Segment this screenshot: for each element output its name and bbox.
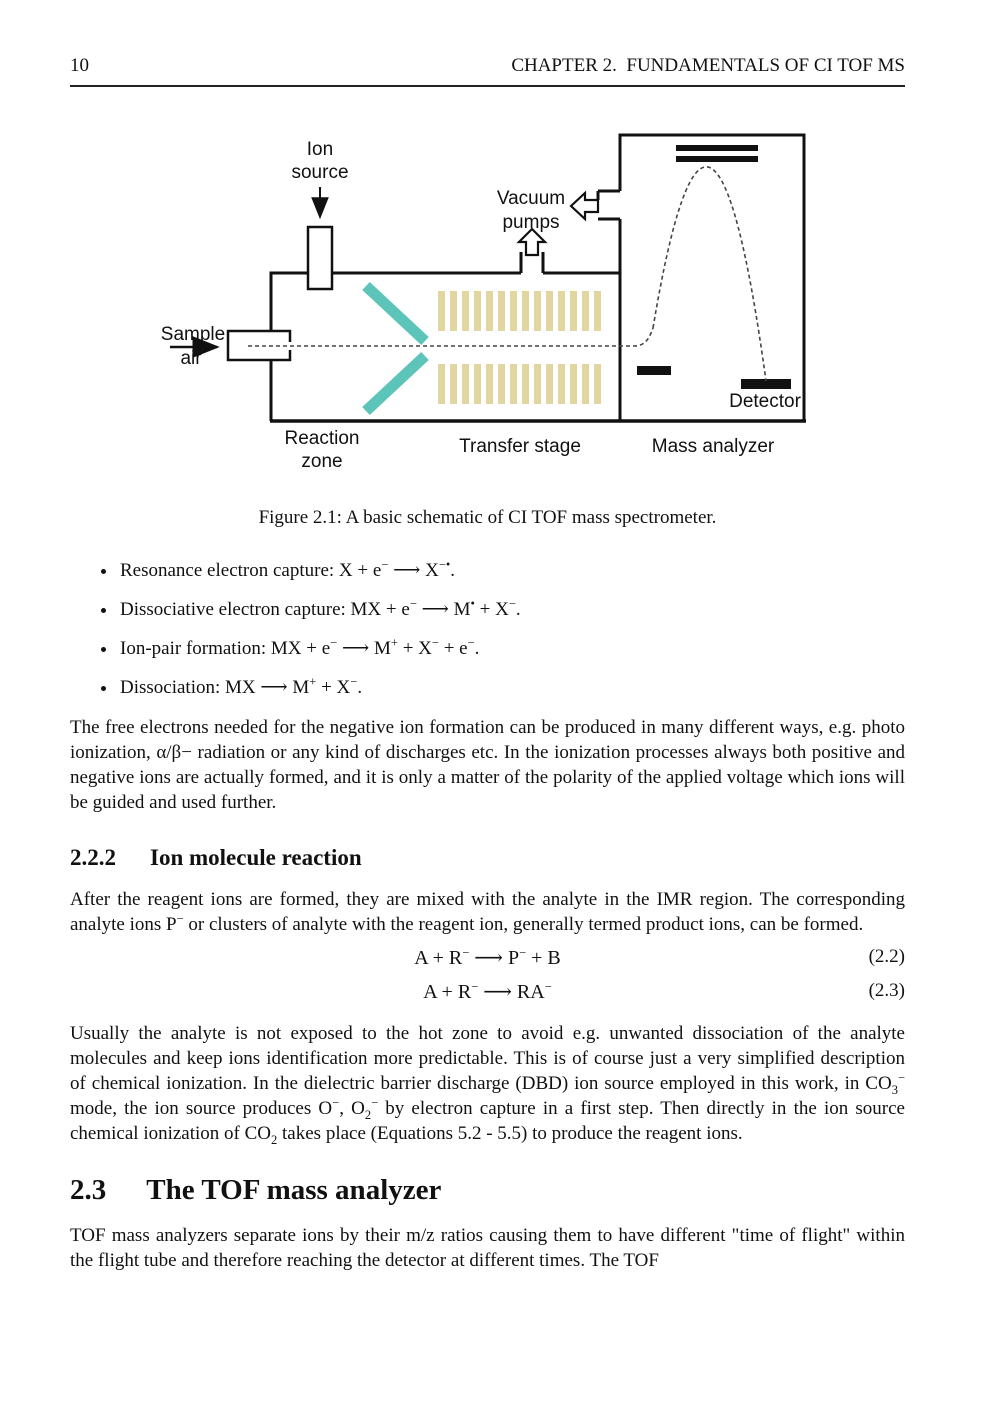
ion-funnel (366, 286, 425, 411)
paragraph-reagent-ions: After the reagent ions are formed, they are mixed with the analyte in the IMR region. The corresponding analyte ions P− or clusters of analyte with the reagent ion, generally termed product ions, can be formed. (70, 889, 905, 935)
schematic-canvas (140, 117, 830, 477)
vacuum-left-arrow-icon (571, 193, 598, 219)
sample-air-label-line2: air (180, 348, 202, 369)
mass-analyzer-label: Mass analyzer (651, 436, 775, 457)
ion-guide-electrode (582, 291, 589, 331)
ion-guide-electrode (570, 364, 577, 404)
list-item-resonance-capture: • Resonance electron capture: X + e− ⟶ X−•. (118, 559, 905, 582)
ion-guide-electrode (594, 291, 601, 331)
ion-guide-electrode (438, 291, 445, 331)
figure-caption: Figure 2.1: A basic schematic of CI TOF mass spectrometer. (258, 507, 717, 528)
ion-guide-electrode (498, 291, 505, 331)
ion-guide-electrode (534, 291, 541, 331)
paragraph-tof-intro: TOF mass analyzers separate ions by their m/z ratios causing them to have different "time of flight" within the flight tube and therefore reaching the detector at different times. The TOF (70, 1225, 905, 1271)
reflectron-plates (676, 145, 758, 162)
detector-label: Detector (729, 391, 801, 412)
reaction-list (70, 559, 905, 699)
pump-port-side (598, 191, 620, 219)
ion-guide-electrode (558, 364, 565, 404)
ion-guide-electrode (498, 364, 505, 404)
ion-guide-electrode (510, 291, 517, 331)
ion-guide-electrode (582, 364, 589, 404)
ion-guide-electrode (558, 291, 565, 331)
paragraph-analyte-hot-zone: Usually the analyte is not exposed to the hot zone to avoid e.g. unwanted dissociation of the analyte molecules and keep ions identification more predictable. This is of course just a very simplified description of chemical ionization. In the dielectric barrier discharge (DBD) ion source employed in this work, in $CO_3^-$ mode, the ion source produces O−, $O_2^-$ by electron capture in a first step. Then directly in the ion source chemical ionization of $CO_2$ takes place (Equations 5.2 - 5.5) to produce the reagent ions. (70, 1023, 905, 1147)
page-header (70, 55, 905, 87)
ion-guide-electrode (570, 291, 577, 331)
ion-source-label-line1: Ion (306, 139, 334, 160)
ion-guide-electrode (522, 291, 529, 331)
ion-guide-upper-row (438, 291, 601, 331)
equation-number: (2.3) (868, 980, 905, 1001)
ion-guide-electrode (462, 291, 469, 331)
section-heading-tof (70, 1174, 905, 1207)
mass-analyzer-outline (598, 135, 804, 421)
equation-2-3 (70, 979, 905, 1005)
equation-number: (2.2) (868, 946, 905, 967)
ion-guide-electrode (462, 364, 469, 404)
equation-body: A + R− ⟶ RA− (423, 979, 552, 1003)
ion-guide-electrode (510, 364, 517, 404)
pulser-plate (637, 366, 671, 375)
paragraph-free-electrons: The free electrons needed for the negative ion formation can be produced in many different ways, e.g. photo ionization, α/β− radiation or any kind of discharges etc. In the ionization processes always both positive and negative ions are actually formed, and it is only a matter of the polarity of the applied voltage which ions will be guided and used further. (70, 717, 905, 813)
list-item-dissociation: • Dissociation: MX ⟶ M+ + X−. (118, 676, 905, 699)
ion-guide-electrode (486, 364, 493, 404)
ion-guide-electrode (546, 291, 553, 331)
ion-guide-electrode (486, 291, 493, 331)
funnel-electrode-bottom (366, 356, 425, 411)
ion-guide-electrode (474, 364, 481, 404)
section-heading-ion-molecule (70, 845, 905, 871)
funnel-electrode-top (366, 286, 425, 341)
ion-source-label-line2: source (291, 162, 349, 183)
section-title: The TOF mass analyzer (146, 1174, 442, 1206)
ion-guide-electrode (546, 364, 553, 404)
section-number: 2.2.2 (70, 845, 116, 870)
transfer-stage-label: Transfer stage (459, 436, 581, 457)
chapter-title: CHAPTER 2. FUNDAMENTALS OF CI TOF MS (511, 55, 905, 76)
section-number: 2.3 (70, 1174, 107, 1206)
ion-guide-electrode (522, 364, 529, 404)
ion-guide-electrode (450, 291, 457, 331)
ion-guide-electrode (594, 364, 601, 404)
vacuum-pumps-label-line1: Vacuum (496, 188, 566, 209)
vacuum-pumps-label-line2: pumps (502, 212, 560, 233)
ion-guide-electrode (474, 291, 481, 331)
equation-body: A + R− ⟶ P− + B (414, 945, 561, 969)
ion-trajectory (653, 167, 766, 381)
ion-guide-lower-row (438, 364, 601, 404)
reaction-zone-label-line2: zone (301, 451, 343, 472)
equation-2-2 (70, 945, 905, 971)
reaction-zone-label-line1: Reaction (284, 428, 360, 449)
ion-guide-electrode (450, 364, 457, 404)
section-title: Ion molecule reaction (150, 845, 362, 870)
list-item-dissociative-capture: • Dissociative electron capture: MX + e− ⟶ M• + X−. (118, 598, 905, 621)
list-item-ion-pair: • Ion-pair formation: MX + e− ⟶ M+ + X− + e−. (118, 637, 905, 660)
figure-schematic (70, 117, 905, 481)
ion-guide-electrode (534, 364, 541, 404)
ion-source-inlet (308, 227, 332, 289)
ion-guide-electrode (438, 364, 445, 404)
page-number: 10 (70, 55, 89, 76)
sample-air-label-line1: Sample (160, 324, 226, 345)
